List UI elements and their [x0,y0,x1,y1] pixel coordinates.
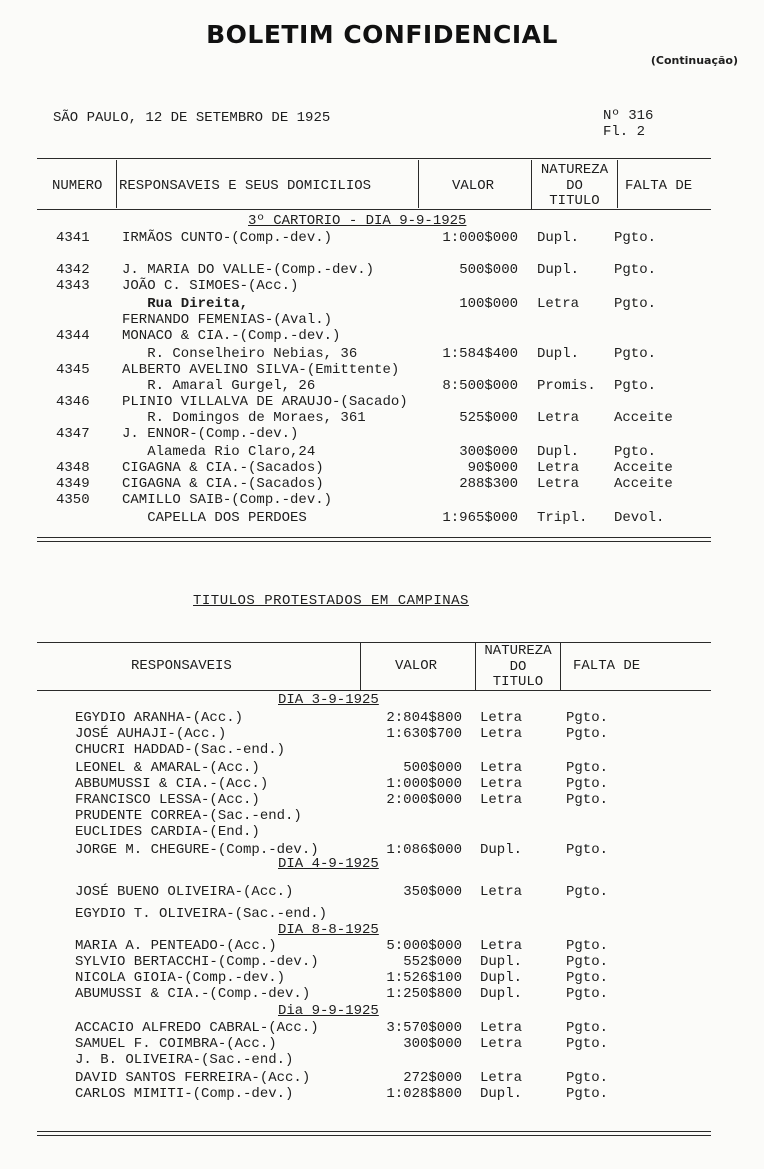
table1-bottom-rule [37,537,711,538]
table2-header-responsaveis: RESPONSAVEIS [131,658,232,674]
row-reason: Pgto. [566,1036,609,1052]
row-nature: Dupl. [537,444,580,460]
table-row [0,492,764,508]
row-responsible: CIGAGNA & CIA.-(Sacados) [122,460,324,476]
row-nature: Dupl. [537,346,580,362]
row-value: 300$000 [403,1036,462,1052]
table-row [0,742,764,758]
row-reason: Pgto. [614,444,657,460]
table-row [0,510,764,526]
row-reason: Pgto. [614,262,657,278]
table-row [0,938,764,954]
table-row [0,278,764,294]
row-nature: Dupl. [480,954,523,970]
row-reason: Pgto. [566,776,609,792]
table2-header-natureza: NATUREZA [484,643,552,659]
table-row [0,986,764,1002]
row-responsible: MONACO & CIA.-(Comp.-dev.) [122,328,341,344]
table-row [0,824,764,840]
row-reason: Pgto. [614,230,657,246]
row-reason: Pgto. [566,884,609,900]
table-row [0,1070,764,1086]
row-number: 4345 [56,362,90,378]
row-nature: Promis. [537,378,596,394]
table1-top-rule [37,158,711,159]
table-row [0,710,764,726]
row-reason: Acceite [614,460,673,476]
row-responsible: MARIA A. PENTEADO-(Acc.) [75,938,277,954]
row-value: 1:630$700 [386,726,462,742]
row-nature: Letra [480,1036,523,1052]
table-row [0,394,764,410]
row-nature: Letra [537,410,580,426]
row-number: 4348 [56,460,90,476]
row-value: 1:584$400 [442,346,518,362]
table-row [0,312,764,328]
table1-section-label: 3º CARTORIO - DIA 9-9-1925 [248,213,467,229]
row-value: 1:526$100 [386,970,462,986]
table-row [0,1036,764,1052]
place-date: SÃO PAULO, 12 DE SETEMBRO DE 1925 [53,110,331,126]
row-responsible: NICOLA GIOIA-(Comp.-dev.) [75,970,286,986]
table-row [0,426,764,442]
table2-bottom-rule [37,1135,711,1136]
table-row [0,444,764,460]
table-row [0,296,764,312]
row-reason: Pgto. [566,842,609,858]
row-responsible: JOSÉ AUHAJI-(Acc.) [75,726,227,742]
row-value: 5:000$000 [386,938,462,954]
row-responsible: J. MARIA DO VALLE-(Comp.-dev.) [122,262,375,278]
row-responsible: SAMUEL F. COIMBRA-(Acc.) [75,1036,277,1052]
row-value: 1:965$000 [442,510,518,526]
day-heading: DIA 8-8-1925 [278,922,379,938]
table1-header-natureza: DO [566,178,583,194]
row-nature: Letra [480,1020,523,1036]
row-value: 1:250$800 [386,986,462,1002]
row-number: 4342 [56,262,90,278]
row-responsible: ABUMUSSI & CIA.-(Comp.-dev.) [75,986,311,1002]
row-responsible: CAMILLO SAIB-(Comp.-dev.) [122,492,333,508]
row-value: 288$300 [459,476,518,492]
table-row [0,792,764,808]
table-row [0,970,764,986]
row-responsible: J. ENNOR-(Comp.-dev.) [122,426,299,442]
table-row [0,884,764,900]
row-responsible: DAVID SANTOS FERREIRA-(Acc.) [75,1070,311,1086]
row-value: 1:028$800 [386,1086,462,1102]
row-number: 4343 [56,278,90,294]
row-responsible: PLINIO VILLALVA DE ARAUJO-(Sacado) [122,394,408,410]
table2-header-natureza: DO [509,659,527,675]
table1-col-divider [116,160,117,208]
table2-top-rule [37,642,711,643]
row-responsible: Rua Direita, [122,296,249,312]
table1-header-valor: VALOR [452,178,495,194]
row-number: 4341 [56,230,90,246]
row-reason: Pgto. [566,792,609,808]
table2-bottom-rule [37,1131,711,1132]
table-row [0,760,764,776]
table-row [0,230,764,246]
day-heading: DIA 3-9-1925 [278,692,379,708]
table1-header-rule [37,209,711,210]
row-reason: Pgto. [614,378,657,394]
row-value: 2:000$000 [386,792,462,808]
row-value: 350$000 [403,884,462,900]
table-row [0,378,764,394]
row-responsible: J. B. OLIVEIRA-(Sac.-end.) [75,1052,294,1068]
row-responsible: Alameda Rio Claro,24 [122,444,316,460]
row-value: 552$000 [403,954,462,970]
row-responsible: R. Domingos de Moraes, 361 [122,410,366,426]
row-responsible: PRUDENTE CORREA-(Sac.-end.) [75,808,302,824]
row-responsible: CAPELLA DOS PERDOES [122,510,307,526]
row-responsible: ABBUMUSSI & CIA.-(Acc.) [75,776,269,792]
row-nature: Letra [480,938,523,954]
row-responsible: JOÃO C. SIMOES-(Acc.) [122,278,299,294]
row-nature: Letra [480,710,523,726]
continuation-label: (Continuação) [650,54,738,67]
row-nature: Letra [480,776,523,792]
table-row [0,410,764,426]
table-row [0,346,764,362]
row-reason: Pgto. [566,1086,609,1102]
row-responsible: EUCLIDES CARDIA-(End.) [75,824,260,840]
table-row [0,776,764,792]
table1-header-responsaveis: RESPONSAVEIS E SEUS DOMICILIOS [119,178,372,194]
row-number: 4347 [56,426,90,442]
row-value: 1:000$000 [442,230,518,246]
row-nature: Tripl. [537,510,588,526]
table2-title: TITULOS PROTESTADOS EM CAMPINAS [193,593,469,609]
row-reason: Pgto. [566,760,609,776]
row-number: 4344 [56,328,90,344]
table-row [0,1052,764,1068]
row-value: 3:570$000 [386,1020,462,1036]
table-row [0,1020,764,1036]
row-reason: Acceite [614,410,673,426]
row-value: 2:804$800 [386,710,462,726]
row-nature: Letra [480,760,523,776]
row-reason: Pgto. [614,296,657,312]
row-nature: Letra [480,726,523,742]
row-nature: Dupl. [480,986,523,1002]
table2-col-divider [560,642,561,690]
row-responsible: IRMÃOS CUNTO-(Comp.-dev.) [122,230,333,246]
row-reason: Pgto. [566,938,609,954]
table-row [0,460,764,476]
row-reason: Pgto. [566,1070,609,1086]
row-reason: Pgto. [566,954,609,970]
row-responsible: FERNANDO FEMENIAS-(Aval.) [122,312,333,328]
document-title: BOLETIM CONFIDENCIAL [206,20,558,49]
table1-col-divider [418,160,419,208]
row-value: 100$000 [459,296,518,312]
table-row [0,328,764,344]
table-row [0,362,764,378]
row-responsible: CHUCRI HADDAD-(Sac.-end.) [75,742,286,758]
row-number: 4346 [56,394,90,410]
table1-header-natureza: TITULO [549,193,600,209]
row-nature: Letra [480,1070,523,1086]
row-value: 500$000 [403,760,462,776]
table2-header-falta: FALTA DE [573,658,641,674]
row-reason: Devol. [614,510,665,526]
row-responsible: FRANCISCO LESSA-(Acc.) [75,792,260,808]
table1-header-falta: FALTA DE [625,178,693,194]
table2-header-natureza: TITULO [492,674,544,690]
row-nature: Letra [537,296,580,312]
table-row [0,726,764,742]
day-heading: DIA 4-9-1925 [278,856,379,872]
table-row [0,842,764,858]
row-reason: Pgto. [614,346,657,362]
row-value: 1:000$000 [386,776,462,792]
table1-bottom-rule [37,541,711,542]
row-responsible: JOSÉ BUENO OLIVEIRA-(Acc.) [75,884,294,900]
row-nature: Dupl. [537,230,580,246]
table-row [0,262,764,278]
row-responsible: ALBERTO AVELINO SILVA-(Emittente) [122,362,400,378]
day-heading: Dia 9-9-1925 [278,1003,379,1019]
row-reason: Pgto. [566,970,609,986]
table-row [0,808,764,824]
row-nature: Dupl. [480,842,523,858]
table1-col-divider [617,160,618,208]
row-nature: Letra [537,476,580,492]
row-nature: Dupl. [537,262,580,278]
table1-header-numero: NUMERO [52,178,103,194]
row-value: 525$000 [459,410,518,426]
row-reason: Pgto. [566,986,609,1002]
row-nature: Letra [480,884,523,900]
row-nature: Dupl. [480,1086,523,1102]
row-responsible: LEONEL & AMARAL-(Acc.) [75,760,260,776]
row-reason: Acceite [614,476,673,492]
row-nature: Letra [537,460,580,476]
table1-header-natureza: NATUREZA [540,162,609,178]
row-nature: Dupl. [480,970,523,986]
row-responsible: ACCACIO ALFREDO CABRAL-(Acc.) [75,1020,319,1036]
row-number: 4350 [56,492,90,508]
row-responsible: EGYDIO T. OLIVEIRA-(Sac.-end.) [75,906,328,922]
row-value: 90$000 [467,460,518,476]
table-row [0,476,764,492]
table2-col-divider [360,642,361,690]
row-value: 500$000 [459,262,518,278]
table-row [0,954,764,970]
table-row [0,1086,764,1102]
row-responsible: R. Amaral Gurgel, 26 [122,378,316,394]
table2-header-valor: VALOR [395,658,438,674]
row-responsible: CIGAGNA & CIA.-(Sacados) [122,476,324,492]
row-value: 300$000 [459,444,518,460]
row-value: 8:500$000 [442,378,518,394]
table2-header-rule [37,690,711,691]
row-responsible: R. Conselheiro Nebias, 36 [122,346,358,362]
sheet-number: Fl. 2 [603,124,646,140]
row-value: 1:086$000 [386,842,462,858]
row-value: 272$000 [403,1070,462,1086]
row-number: 4349 [56,476,90,492]
row-reason: Pgto. [566,726,609,742]
bulletin-number: Nº 316 [603,108,654,124]
row-reason: Pgto. [566,1020,609,1036]
row-responsible: EGYDIO ARANHA-(Acc.) [75,710,244,726]
row-responsible: SYLVIO BERTACCHI-(Comp.-dev.) [75,954,319,970]
table-row [0,906,764,922]
row-responsible: JORGE M. CHEGURE-(Comp.-dev.) [75,842,319,858]
row-reason: Pgto. [566,710,609,726]
row-responsible: CARLOS MIMITI-(Comp.-dev.) [75,1086,294,1102]
row-nature: Letra [480,792,523,808]
